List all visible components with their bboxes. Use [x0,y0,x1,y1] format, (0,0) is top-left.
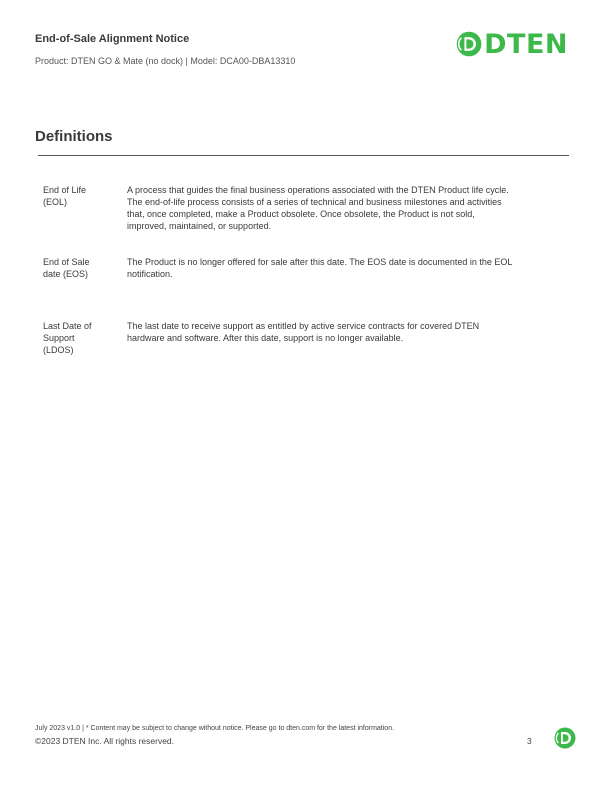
term-line: (LDOS) [43,345,74,355]
desc-line: improved, maintained, or supported. [127,221,272,231]
desc-line: The end-of-life process consists of a series of technical and business milestones and activities [127,197,502,207]
definition-term [43,320,115,356]
desc-line: The last date to receive support as entitled by active service contracts for covered DTEN [127,321,480,331]
footer-copyright: ©2023 DTEN Inc. All rights reserved. [35,736,175,746]
term-line: (EOL) [43,197,68,207]
definition-description [127,256,553,280]
logo-wordmark: DTEN [484,28,568,60]
term-line: End of Life [43,185,87,195]
definition-term [43,256,115,280]
term-line: Support [43,333,75,343]
definition-description [127,184,553,232]
footer-note: July 2023 v1.0 | * Content may be subject to change without notice. Please go to dten.com for the latest information. [35,725,395,732]
term-line: date (EOS) [43,269,89,279]
term-line: Last Date of [43,321,92,331]
desc-line: A process that guides the final business operations associated with the DTEN Product life cycle. [127,185,509,195]
section-divider [38,155,569,156]
document-title: End-of-Sale Alignment Notice [35,33,190,45]
desc-line: hardware and software. After this date, support is no longer available. [127,333,404,343]
term-line: End of Sale [43,257,90,267]
page-number: 3 [527,736,532,746]
desc-line: notification. [127,269,173,279]
definition-term [43,184,115,208]
dten-logo [456,26,568,62]
definition-description [127,320,553,344]
desc-line: that, once completed, make a Product obsolete. Once obsolete, the Product is not sold, [127,209,475,219]
document-subtitle: Product: DTEN GO & Mate (no dock) | Model: DCA00-DBA13310 [35,56,296,66]
dten-d-logo-icon [456,27,482,61]
desc-line: The Product is no longer offered for sale after this date. The EOS date is documented in the EOL [127,257,513,267]
dten-small-logo-icon [554,727,576,749]
section-heading: Definitions [35,128,113,145]
